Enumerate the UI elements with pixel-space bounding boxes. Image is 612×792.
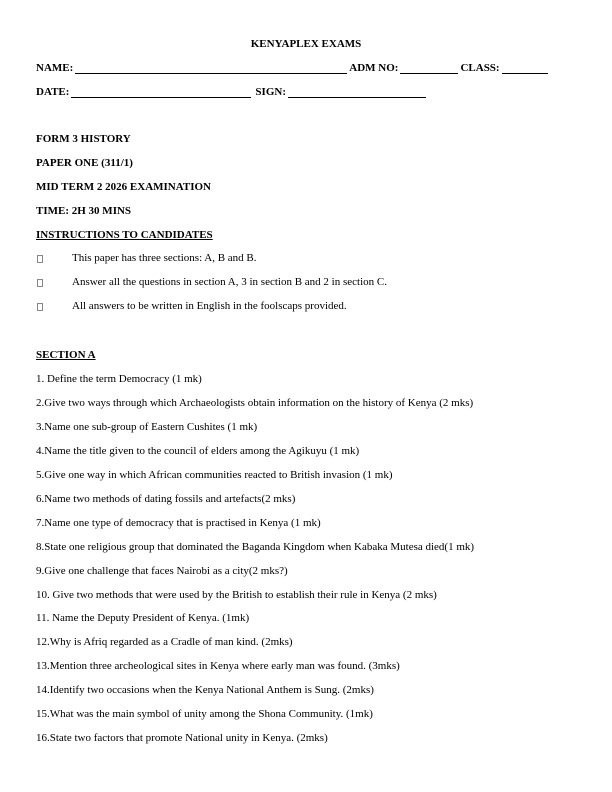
sign-field[interactable] xyxy=(288,88,426,98)
date-sign-row xyxy=(36,86,576,98)
adm-label: ADM NO: xyxy=(349,62,399,74)
date-label: DATE: xyxy=(36,86,70,98)
question-1: 1. Define the term Democracy (1 mk) xyxy=(36,373,202,385)
name-field[interactable] xyxy=(75,64,347,74)
question-4: 4.Name the title given to the council of elders among the Agikuyu (1 mk) xyxy=(36,445,360,457)
question-7: 7.Name one type of democracy that is practised in Kenya (1 mk) xyxy=(36,517,321,529)
class-field[interactable] xyxy=(502,64,548,74)
question-16: 16.State two factors that promote National unity in Kenya. (2mks) xyxy=(36,732,328,744)
question-3: 3.Name one sub-group of Eastern Cushites (1 mk) xyxy=(36,421,258,433)
question-2: 2.Give two ways through which Archaeologists obtain information on the history of Kenya (2 mks) xyxy=(36,397,474,409)
sign-label: SIGN: xyxy=(255,86,286,98)
date-field[interactable] xyxy=(71,88,251,98)
question-15: 15.What was the main symbol of unity among the Shona Community. (1mk) xyxy=(36,708,373,720)
question-9: 9.Give one challenge that faces Nairobi as a city(2 mks?) xyxy=(36,565,288,577)
bullet-icon xyxy=(37,255,43,263)
section-a-heading: SECTION A xyxy=(36,349,96,361)
name-adm-class-row xyxy=(36,62,576,74)
instruction-item: Answer all the questions in section A, 3 in section B and 2 in section C. xyxy=(72,276,387,288)
exam-name: MID TERM 2 2026 EXAMINATION xyxy=(36,181,211,193)
name-label: NAME: xyxy=(36,62,74,74)
instruction-item: All answers to be written in English in the foolscaps provided. xyxy=(72,300,347,312)
exam-subject: FORM 3 HISTORY xyxy=(36,133,131,145)
question-10: 10. Give two methods that were used by the British to establish their rule in Kenya (2 mks) xyxy=(36,589,437,601)
question-13: 13.Mention three archeological sites in Kenya where early man was found. (3mks) xyxy=(36,660,400,672)
question-12: 12.Why is Afriq regarded as a Cradle of man kind. (2mks) xyxy=(36,636,293,648)
question-5: 5.Give one way in which African communities reacted to British invasion (1 mk) xyxy=(36,469,393,481)
question-14: 14.Identify two occasions when the Kenya National Anthem is Sung. (2mks) xyxy=(36,684,374,696)
question-6: 6.Name two methods of dating fossils and artefacts(2 mks) xyxy=(36,493,296,505)
bullet-icon xyxy=(37,303,43,311)
adm-field[interactable] xyxy=(400,64,458,74)
instruction-item: This paper has three sections: A, B and B. xyxy=(72,252,257,264)
bullet-icon xyxy=(37,279,43,287)
class-label: CLASS: xyxy=(460,62,500,74)
question-8: 8.State one religious group that dominated the Baganda Kingdom when Kabaka Mutesa died(1 mk) xyxy=(36,541,475,553)
exam-time: TIME: 2H 30 MINS xyxy=(36,205,132,217)
instructions-heading: INSTRUCTIONS TO CANDIDATES xyxy=(36,229,213,241)
exam-title: KENYAPLEX EXAMS xyxy=(250,38,362,50)
question-11: 11. Name the Deputy President of Kenya. (1mk) xyxy=(36,612,250,624)
exam-paper: PAPER ONE (311/1) xyxy=(36,157,133,169)
